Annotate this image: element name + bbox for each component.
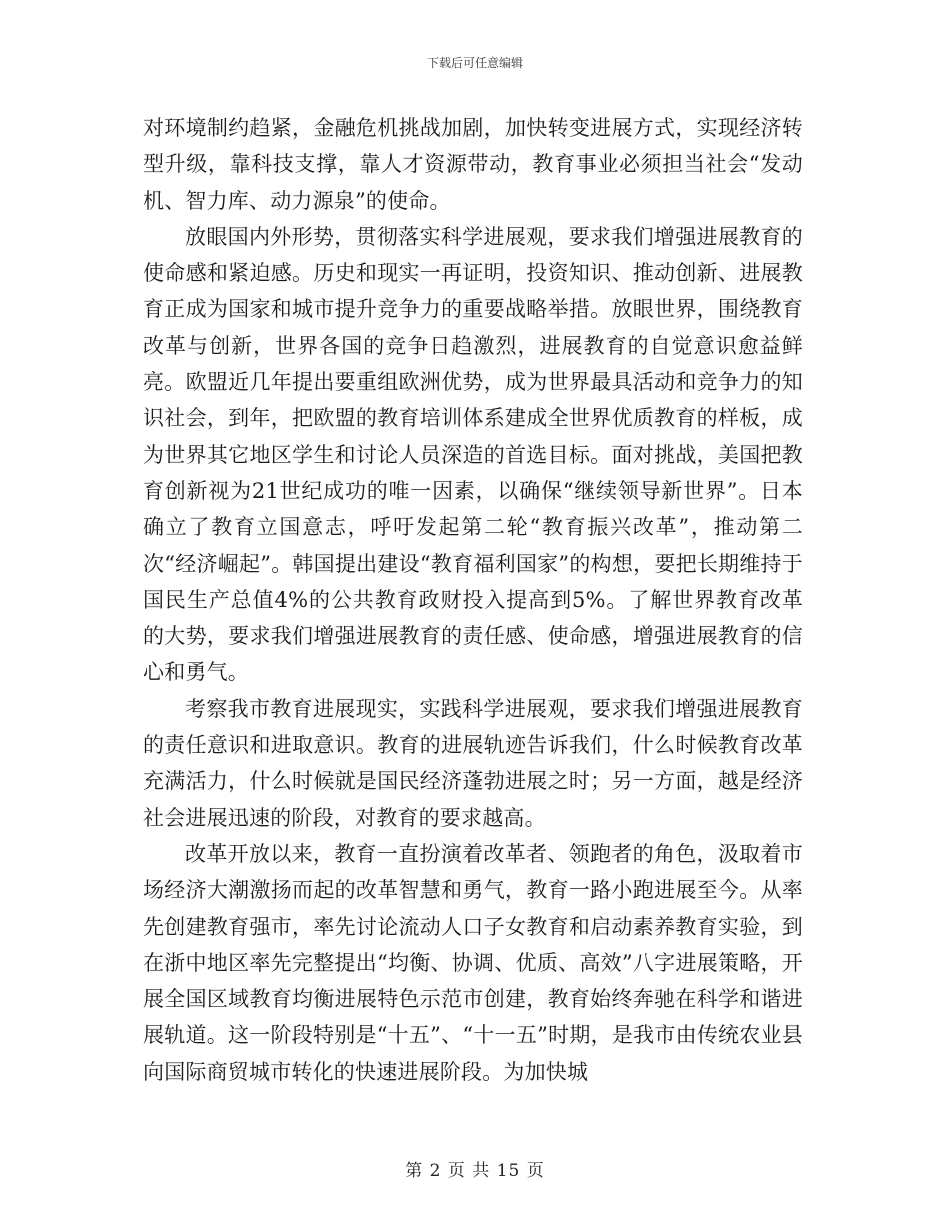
page-number-footer: 第 2 页 共 15 页 — [405, 1161, 545, 1181]
page-header: 下载后可任意编辑 — [426, 56, 523, 70]
paragraph-3: 考察我市教育进展现实，实践科学进展观，要求我们增强进展教育的责任意识和进取意识。教育的进展轨迹告诉我们，什么时候教育改革充满活力，什么时候就是国民经济蓬勃进展之时；另一方面，越是经济社会进展迅速的阶段，对教育的要求越高。 — [143, 696, 803, 830]
paragraph-1: 对环境制约趋紧，金融危机挑战加剧，加快转变进展方式，实现经济转型升级，靠科技支撑，靠人才资源带动，教育事业必须担当社会“发动机、智力库、动力源泉”的使命。 — [143, 116, 803, 213]
paragraph-2: 放眼国内外形势，贯彻落实科学进展观，要求我们增强进展教育的使命感和紧迫感。历史和现实一再证明，投资知识、推动创新、进展教育正成为国家和城市提升竞争力的重要战略举措。放眼世界，围绕教育改革与创新，世界各国的竞争日趋激烈，进展教育的自觉意识愈益鲜亮。欧盟近几年提出要重组欧洲优势，成为世界最具活动和竞争力的知识社会，到年，把欧盟的教育培训体系建成全世界优质教育的样板，成为世界其它地区学生和讨论人员深造的首选目标。面对挑战，美国把教育创新视为21世纪成功的唯一因素，以确保“继续领导新世界”。日本确立了教育立国意志，呼吁发起第二轮“教育振兴改革”，推动第二次“经济崛起”。韩国提出建设“教育福利国家”的构想，要把长期维持于国民生产总值4%的公共教育政财投入提高到5%。了解世界教育改革的大势，要求我们增强进展教育的责任感、使命感，增强进展教育的信心和勇气。 — [143, 224, 803, 685]
document-body — [143, 110, 803, 1090]
paragraph-4: 改革开放以来，教育一直扮演着改革者、领跑者的角色，汲取着市场经济大潮激扬而起的改革智慧和勇气，教育一路小跑进展至今。从率先创建教育强市，率先讨论流动人口子女教育和启动素养教育实验，到在浙中地区率先完整提出“均衡、协调、优质、高效”八字进展策略，开展全国区域教育均衡进展特色示范市创建，教育始终奔驰在科学和谐进展轨道。这一阶段特别是“十五”、“十一五”时期，是我市由传统农业县向国际商贸城市转化的快速进展阶段。为加快城 — [143, 841, 803, 1084]
